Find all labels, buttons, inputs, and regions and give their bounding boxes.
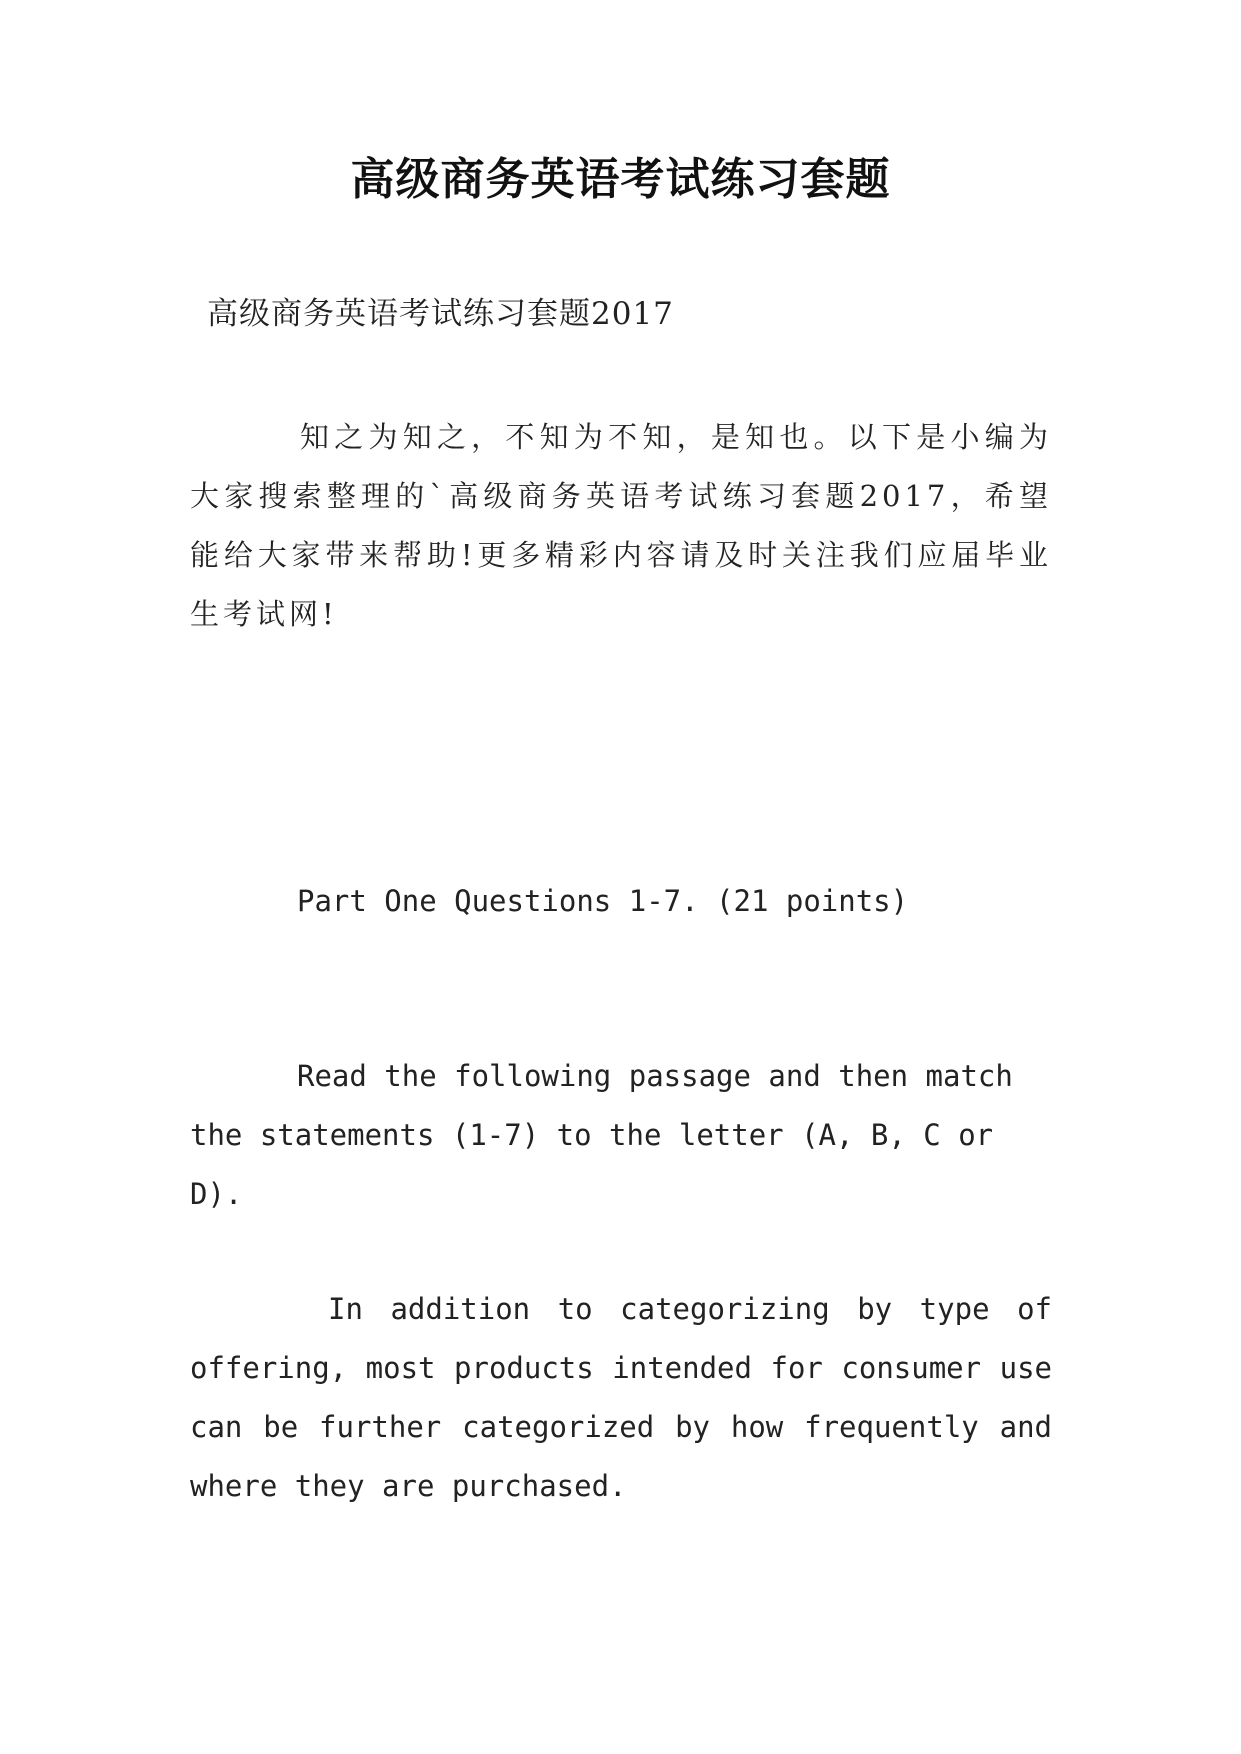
part-heading: Part One Questions 1-7. (21 points) [297,884,909,918]
passage-paragraph: In addition to categorizing by type of offering, most products intended for consumer use can be further categorized by how frequently and where they are purchased. [190,1292,1052,1503]
document-title: 高级商务英语考试练习套题 [350,154,891,205]
document-subtitle: 高级商务英语考试练习套题2017 [207,296,674,332]
intro-paragraph: 知之为知之，不知为不知，是知也。以下是小编为大家搜索整理的`高级商务英语考试练习套题2017，希望能给大家带来帮助!更多精彩内容请及时关注我们应届毕业生考试网! [190,420,1052,631]
instruction-paragraph: Read the following passage and then match the statements (1-7) to the letter (A, B, C or D). [190,1059,1013,1211]
